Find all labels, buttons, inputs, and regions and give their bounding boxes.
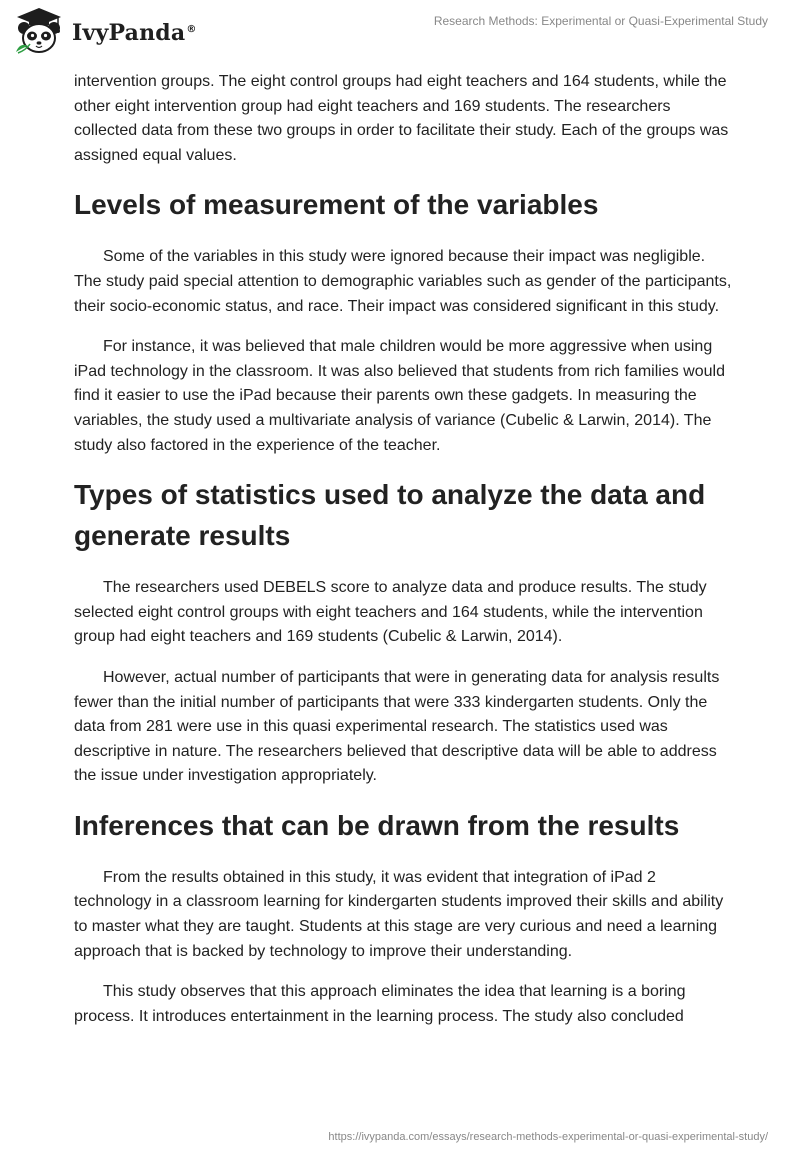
registered-mark: ® bbox=[186, 23, 197, 35]
document-title: Research Methods: Experimental or Quasi-Experimental Study bbox=[433, 14, 768, 28]
paragraph: This study observes that this approach eliminates the idea that learning is a boring process. It introduces entertainment in the learning process. The study also concluded bbox=[74, 983, 686, 1025]
ivypanda-logo[interactable] bbox=[12, 6, 197, 56]
paragraph: intervention groups. The eight control groups had eight teachers and 164 students, while the other eight intervention group had eight teachers and 169 students. The researchers collected data from these two groups in order to facilitate their study. Each of the groups was assigned equal values. bbox=[74, 73, 729, 164]
paragraph: From the results obtained in this study, it was evident that integration of iPad 2 technology in a classroom learning for kindergarten students improved their skills and ability to master what they are taught. Students at this stage are very curious and need a learning approach that is backed by technology to improve their understanding. bbox=[74, 868, 724, 960]
source-url[interactable]: https://ivypanda.com/essays/research-methods-experimental-or-quasi-experimental-study/ bbox=[328, 1131, 768, 1143]
paragraph: However, actual number of participants that were in generating data for analysis results fewer than the initial number of participants that were 333 kindergarten students. Only the data from 281 were use in this quasi experimental research. The statistics used was descriptive in nature. The researchers believed that descriptive data will be able to address the issue under investigation appropriately. bbox=[74, 668, 720, 785]
panda-graduate-icon bbox=[12, 6, 66, 56]
section-heading-types-of-statistics: Types of statistics used to analyze the data and generate results bbox=[74, 479, 706, 552]
paragraph: Some of the variables in this study were ignored because their impact was negligible. The study paid special attention to demographic variables such as gender of the participants, their socio-economic status, and race. Their impact was considered significant in this study. bbox=[74, 248, 732, 315]
brand-name: IvyPanda® bbox=[72, 20, 197, 46]
paragraph: For instance, it was believed that male children would be more aggressive when using iPad technology in the classroom. It was also believed that students from rich families would find it easier to use the iPad because their parents own these gadgets. In measuring the variables, the study used a multivariate analysis of variance (Cubelic & Larwin, 2014). The study also factored in the experience of the teacher. bbox=[74, 338, 725, 454]
paragraph: The researchers used DEBELS score to analyze data and produce results. The study selected eight control groups with eight teachers and 164 students, while the intervention group had eight teachers and 169 students (Cubelic & Larwin, 2014). bbox=[74, 579, 707, 646]
essay-content bbox=[74, 70, 734, 1045]
section-heading-levels-of-measurement: Levels of measurement of the variables bbox=[74, 189, 599, 221]
section-heading-inferences: Inferences that can be drawn from the results bbox=[74, 809, 680, 841]
page-header bbox=[0, 0, 800, 66]
